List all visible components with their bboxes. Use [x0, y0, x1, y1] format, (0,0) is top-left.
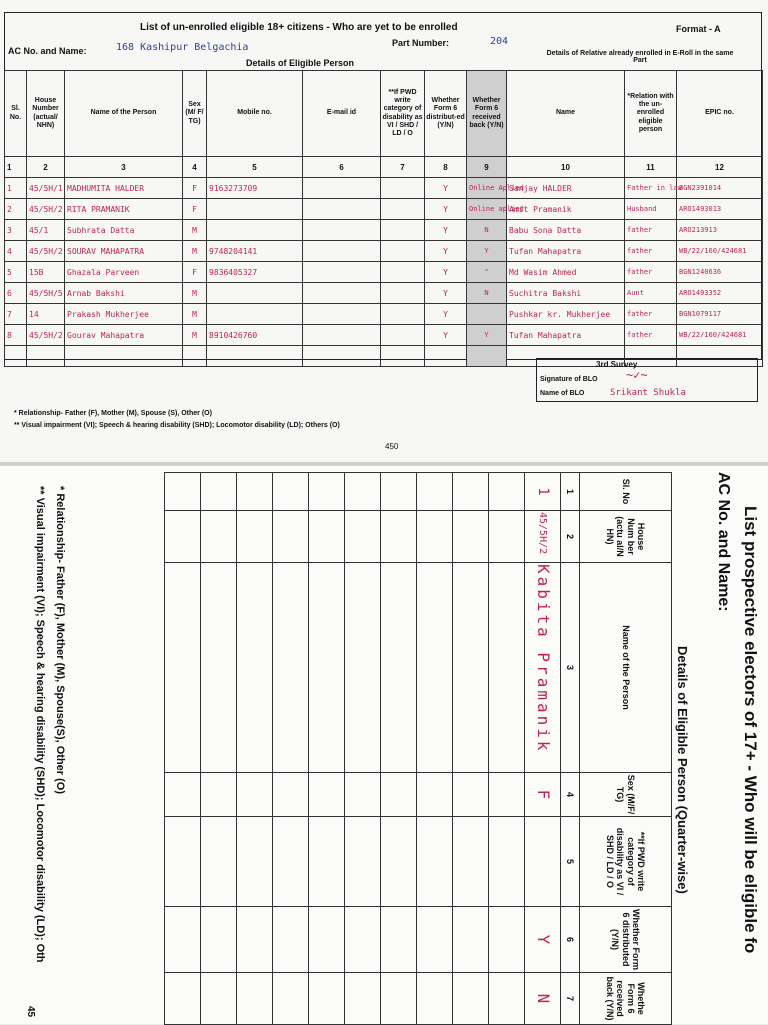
empty-cell	[273, 773, 309, 817]
empty-cell	[165, 817, 201, 907]
empty-cell	[345, 973, 381, 1025]
cell-sl: 7	[5, 304, 27, 325]
blo-name: Srikant Shukla	[610, 388, 686, 398]
empty-cell	[165, 511, 201, 563]
form-b-empty-row	[417, 473, 453, 1025]
empty-cell	[381, 973, 417, 1025]
cell-epic: ARO213913	[677, 220, 763, 241]
empty-cell	[345, 907, 381, 973]
form-b-empty-row	[165, 473, 201, 1025]
form-b-footnote-relationship-side: * Relationship- Father (F), Mother (M), Spouse(S), Other (O)	[54, 486, 66, 794]
empty-cell	[273, 563, 309, 773]
cell-relation: father	[625, 262, 677, 283]
empty-cell	[309, 773, 345, 817]
cell-sl: 1	[5, 178, 27, 199]
col-header-sl: Sl. No.	[5, 71, 27, 157]
part-label: Part Number:	[392, 38, 450, 48]
footnote-relationship: * Relationship- Father (F), Mother (M), Spouse (S), Other (O)	[14, 410, 212, 417]
col-header-form6-received: Whether Form 6 received back (Y/N)	[467, 71, 507, 157]
cell-house: 45/5H/2	[27, 241, 65, 262]
empty-cell	[453, 473, 489, 511]
empty-cell	[237, 473, 273, 511]
empty-cell	[309, 973, 345, 1025]
form-b-empty-row	[489, 473, 525, 1025]
form-b-empty-row	[201, 473, 237, 1025]
empty-cell	[165, 563, 201, 773]
empty-cell	[183, 346, 207, 367]
empty-cell	[467, 346, 507, 367]
table-row	[5, 220, 763, 241]
cell-house: 45/5H/1	[27, 178, 65, 199]
cell-relation: Husband	[625, 199, 677, 220]
cell-epic: ARO1493352	[677, 283, 763, 304]
cell-mobile: 9163273709	[207, 178, 303, 199]
cell-f6r: "	[467, 262, 507, 283]
cell-name: Ghazala Parveen	[65, 262, 183, 283]
form-b-cell-pwd	[525, 817, 561, 907]
empty-cell	[165, 907, 201, 973]
page-number: 450	[385, 442, 399, 451]
empty-cell	[345, 473, 381, 511]
cell-f6d: Y	[425, 304, 467, 325]
empty-cell	[201, 773, 237, 817]
empty-cell	[345, 817, 381, 907]
empty-cell	[453, 817, 489, 907]
empty-cell	[453, 973, 489, 1025]
col-number: 1	[5, 157, 27, 178]
empty-cell	[237, 563, 273, 773]
empty-cell	[273, 473, 309, 511]
cell-name: Gourav Mahapatra	[65, 325, 183, 346]
form-b-col-header-house: House Num ber (actu al/N HN)	[580, 511, 672, 563]
empty-cell	[201, 907, 237, 973]
cell-f6d: Y	[425, 220, 467, 241]
form-b-table-row	[525, 473, 561, 1025]
form-b-empty-row	[237, 473, 273, 1025]
empty-cell	[425, 346, 467, 367]
col-number: 4	[183, 157, 207, 178]
empty-cell	[237, 907, 273, 973]
cell-email	[303, 262, 381, 283]
cell-email	[303, 304, 381, 325]
table-row	[5, 241, 763, 262]
table-row	[5, 178, 763, 199]
cell-epic: ARO1493013	[677, 199, 763, 220]
table-row	[5, 325, 763, 346]
empty-cell	[201, 511, 237, 563]
form-b-col-header-pwd: **If PWD write category of disability as VI / SHD / LD / O	[580, 817, 672, 907]
cell-name: RITA PRAMANIK	[65, 199, 183, 220]
col-number-row	[5, 157, 763, 178]
details-relative-label: Details of Relative already enrolled in E-Roll in the same Part	[546, 50, 734, 64]
table-row	[5, 262, 763, 283]
cell-name: MADHUMITA HALDER	[65, 178, 183, 199]
cell-f6d: Y	[425, 283, 467, 304]
col-header-rel-name: Name	[507, 71, 625, 157]
col-header-sex: Sex (M/ F/ TG)	[183, 71, 207, 157]
cell-f6r	[467, 304, 507, 325]
empty-cell	[453, 907, 489, 973]
cell-relation: Father in law	[625, 178, 677, 199]
cell-email	[303, 178, 381, 199]
cell-name: Prakash Mukherjee	[65, 304, 183, 325]
empty-cell	[489, 563, 525, 773]
col-header-email: E-mail id	[303, 71, 381, 157]
details-eligible-label: Details of Eligible Person	[246, 58, 355, 68]
empty-cell	[273, 817, 309, 907]
empty-cell	[345, 563, 381, 773]
form-a-table	[4, 70, 763, 367]
empty-cell	[27, 346, 65, 367]
empty-cell	[309, 817, 345, 907]
cell-pwd	[381, 241, 425, 262]
empty-cell	[489, 773, 525, 817]
form-b-col-header-form6-distributed: Whether Form 6 distributed (Y/N)	[580, 907, 672, 973]
empty-cell	[165, 473, 201, 511]
cell-house: 45/5H/5	[27, 283, 65, 304]
cell-rel-name: Pushkar kr. Mukherjee	[507, 304, 625, 325]
empty-cell	[309, 511, 345, 563]
form-b-table	[164, 472, 672, 1025]
col-number: 12	[677, 157, 763, 178]
cell-pwd	[381, 283, 425, 304]
cell-house: 45/5H/2	[27, 325, 65, 346]
cell-relation: father	[625, 304, 677, 325]
empty-cell	[273, 907, 309, 973]
cell-name: Subhrata Datta	[65, 220, 183, 241]
empty-cell	[489, 973, 525, 1025]
cell-f6d: Y	[425, 262, 467, 283]
cell-rel-name: Babu Sona Datta	[507, 220, 625, 241]
ac-value: 168 Kashipur Belgachia	[116, 42, 249, 53]
empty-cell	[417, 511, 453, 563]
cell-epic: BGN1240636	[677, 262, 763, 283]
table-row	[5, 199, 763, 220]
empty-cell	[201, 973, 237, 1025]
cell-mobile	[207, 283, 303, 304]
empty-cell	[345, 773, 381, 817]
cell-sex: F	[183, 262, 207, 283]
form-b-col-header-name: Name of the Person	[580, 563, 672, 773]
survey-label: 3rd Survey	[596, 360, 638, 369]
empty-cell	[381, 473, 417, 511]
col-header-mobile: Mobile no.	[207, 71, 303, 157]
empty-cell	[417, 817, 453, 907]
empty-cell	[381, 511, 417, 563]
form-b-footnote-disability-side: ** Visual impairment (VI); Speech & hearing disability (SHD); Locomotor disability (LD); Oth	[34, 486, 46, 963]
cell-house: 45/5H/2	[27, 199, 65, 220]
cell-pwd	[381, 304, 425, 325]
col-number: 9	[467, 157, 507, 178]
cell-pwd	[381, 325, 425, 346]
cell-f6r: Y	[467, 241, 507, 262]
cell-mobile	[207, 220, 303, 241]
form-b-sheet	[0, 466, 768, 1024]
empty-cell	[309, 563, 345, 773]
empty-cell	[381, 773, 417, 817]
empty-cell	[381, 907, 417, 973]
form-b-title: List prospective electors of 17+ - Who will be eligible fo	[741, 506, 760, 954]
table-row	[5, 304, 763, 325]
empty-cell	[345, 511, 381, 563]
table-row	[5, 283, 763, 304]
empty-cell	[207, 346, 303, 367]
empty-cell	[489, 817, 525, 907]
cell-rel-name: Suchitra Bakshi	[507, 283, 625, 304]
cell-name: SOURAV MAHAPATRA	[65, 241, 183, 262]
cell-f6d: Y	[425, 241, 467, 262]
form-b-cell-house: 45/5H/2	[525, 511, 561, 563]
form-b-empty-row	[381, 473, 417, 1025]
cell-mobile	[207, 304, 303, 325]
cell-email	[303, 199, 381, 220]
cell-f6d: Y	[425, 199, 467, 220]
form-b-cell-sl: 1	[525, 473, 561, 511]
empty-cell	[453, 563, 489, 773]
col-number: 3	[561, 563, 580, 773]
col-number: 2	[561, 511, 580, 563]
form-b-details-label: Details of Eligible Person (Quarter-wise)	[675, 646, 690, 894]
col-number: 3	[65, 157, 183, 178]
cell-f6d: Y	[425, 325, 467, 346]
cell-house: 15B	[27, 262, 65, 283]
col-header-relation: *Relation with the un-enrolled eligible person	[625, 71, 677, 157]
signature-blo-label: Signature of BLO	[540, 376, 598, 383]
empty-cell	[237, 973, 273, 1025]
cell-sl: 2	[5, 199, 27, 220]
empty-cell	[201, 563, 237, 773]
cell-name: Arnab Bakshi	[65, 283, 183, 304]
form-b-ac-label: AC No. and Name:	[715, 472, 732, 612]
cell-f6r: Y	[467, 325, 507, 346]
form-b-cell-form6-received: N	[525, 973, 561, 1025]
empty-cell	[273, 511, 309, 563]
col-number: 5	[207, 157, 303, 178]
ac-label: AC No. and Name:	[8, 46, 87, 56]
empty-cell	[417, 773, 453, 817]
empty-cell	[165, 973, 201, 1025]
cell-epic: BGN1079117	[677, 304, 763, 325]
format-label: Format - A	[676, 24, 721, 34]
empty-cell	[303, 346, 381, 367]
form-b-col-header-form6-received: Whethe Form 6 received back (Y/N)	[580, 973, 672, 1025]
cell-sl: 8	[5, 325, 27, 346]
empty-cell	[309, 907, 345, 973]
cell-email	[303, 241, 381, 262]
col-number: 7	[561, 973, 580, 1025]
empty-cell	[489, 907, 525, 973]
cell-pwd	[381, 262, 425, 283]
cell-relation: father	[625, 220, 677, 241]
cell-epic: WB/22/160/424681	[677, 325, 763, 346]
col-number: 1	[561, 473, 580, 511]
cell-relation: father	[625, 325, 677, 346]
empty-cell	[201, 473, 237, 511]
cell-f6r: N	[467, 283, 507, 304]
empty-cell	[237, 817, 273, 907]
col-number: 6	[303, 157, 381, 178]
empty-cell	[381, 346, 425, 367]
empty-cell	[237, 773, 273, 817]
empty-cell	[309, 473, 345, 511]
cell-epic: WB/22/160/424681	[677, 241, 763, 262]
col-header-form6-distributed: Whether Form 6 distribut-ed (Y/N)	[425, 71, 467, 157]
cell-pwd	[381, 178, 425, 199]
form-b-cell-form6-distributed: Y	[525, 907, 561, 973]
cell-f6d: Y	[425, 178, 467, 199]
cell-mobile: 9748204141	[207, 241, 303, 262]
part-value: 204	[490, 36, 509, 47]
cell-rel-name: Tufan Mahapatra	[507, 241, 625, 262]
empty-cell	[453, 511, 489, 563]
form-b-cell-name: Kabita Pramanik	[525, 563, 561, 773]
cell-house: 14	[27, 304, 65, 325]
cell-mobile: 9836405327	[207, 262, 303, 283]
form-b-col-number-row	[561, 473, 580, 1025]
cell-f6r: N	[467, 220, 507, 241]
cell-mobile: 8910426760	[207, 325, 303, 346]
footnote-disability: ** Visual impairment (VI); Speech & hearing disability (SHD); Locomotor disability (LD); Others (O)	[14, 422, 340, 429]
form-b-rotated-page	[0, 466, 768, 1024]
name-blo-label: Name of BLO	[540, 390, 585, 397]
cell-f6r: Online Aplied	[467, 178, 507, 199]
col-number: 2	[27, 157, 65, 178]
form-b-col-header-sex: Sex (M/F/ TG)	[580, 773, 672, 817]
cell-sex: F	[183, 199, 207, 220]
empty-cell	[417, 907, 453, 973]
empty-cell	[453, 773, 489, 817]
cell-sl: 5	[5, 262, 27, 283]
cell-sex: M	[183, 283, 207, 304]
col-number: 6	[561, 907, 580, 973]
cell-sex: M	[183, 241, 207, 262]
cell-sex: M	[183, 220, 207, 241]
form-b-col-header-sl: Sl. No	[580, 473, 672, 511]
form-a-title: List of un-enrolled eligible 18+ citizens - Who are yet to be enrolled	[140, 22, 458, 33]
cell-rel-name: Sanjay HALDER	[507, 178, 625, 199]
cell-sl: 6	[5, 283, 27, 304]
form-b-empty-row	[453, 473, 489, 1025]
form-a-sheet	[0, 0, 768, 462]
cell-sex: M	[183, 304, 207, 325]
cell-sex: F	[183, 178, 207, 199]
empty-cell	[201, 817, 237, 907]
cell-sl: 3	[5, 220, 27, 241]
cell-rel-name: Tufan Mahapatra	[507, 325, 625, 346]
form-b-cell-sex: F	[525, 773, 561, 817]
empty-cell	[489, 511, 525, 563]
col-number: 4	[561, 773, 580, 817]
empty-cell	[381, 563, 417, 773]
empty-cell	[417, 473, 453, 511]
cell-email	[303, 283, 381, 304]
cell-f6r: Online aplied	[467, 199, 507, 220]
cell-rel-name: Md Wasim Ahmed	[507, 262, 625, 283]
cell-sl: 4	[5, 241, 27, 262]
col-number: 5	[561, 817, 580, 907]
col-header-epic: EPIC no.	[677, 71, 763, 157]
cell-sex: M	[183, 325, 207, 346]
empty-cell	[417, 563, 453, 773]
cell-pwd	[381, 199, 425, 220]
cell-epic: BGN2391014	[677, 178, 763, 199]
cell-relation: father	[625, 241, 677, 262]
col-header-pwd: **If PWD write category of disability as VI / SHD / LD / O	[381, 71, 425, 157]
empty-cell	[237, 511, 273, 563]
empty-cell	[165, 773, 201, 817]
col-number: 8	[425, 157, 467, 178]
col-header-name: Name of the Person	[65, 71, 183, 157]
cell-relation: Aunt	[625, 283, 677, 304]
cell-rel-name: Amit Pramanik	[507, 199, 625, 220]
col-number: 11	[625, 157, 677, 178]
empty-cell	[417, 973, 453, 1025]
empty-cell	[489, 473, 525, 511]
col-number: 7	[381, 157, 425, 178]
blo-signature: ~✓~	[626, 368, 648, 382]
form-b-empty-row	[309, 473, 345, 1025]
col-header-house: House Number (actual/ NHN)	[27, 71, 65, 157]
empty-cell	[5, 346, 27, 367]
empty-cell	[381, 817, 417, 907]
empty-cell	[273, 973, 309, 1025]
form-b-page-number: 45	[25, 1006, 36, 1018]
cell-pwd	[381, 220, 425, 241]
form-b-empty-row	[345, 473, 381, 1025]
cell-house: 45/1	[27, 220, 65, 241]
empty-cell	[65, 346, 183, 367]
cell-email	[303, 325, 381, 346]
col-number: 10	[507, 157, 625, 178]
form-b-empty-row	[273, 473, 309, 1025]
cell-mobile	[207, 199, 303, 220]
cell-email	[303, 220, 381, 241]
